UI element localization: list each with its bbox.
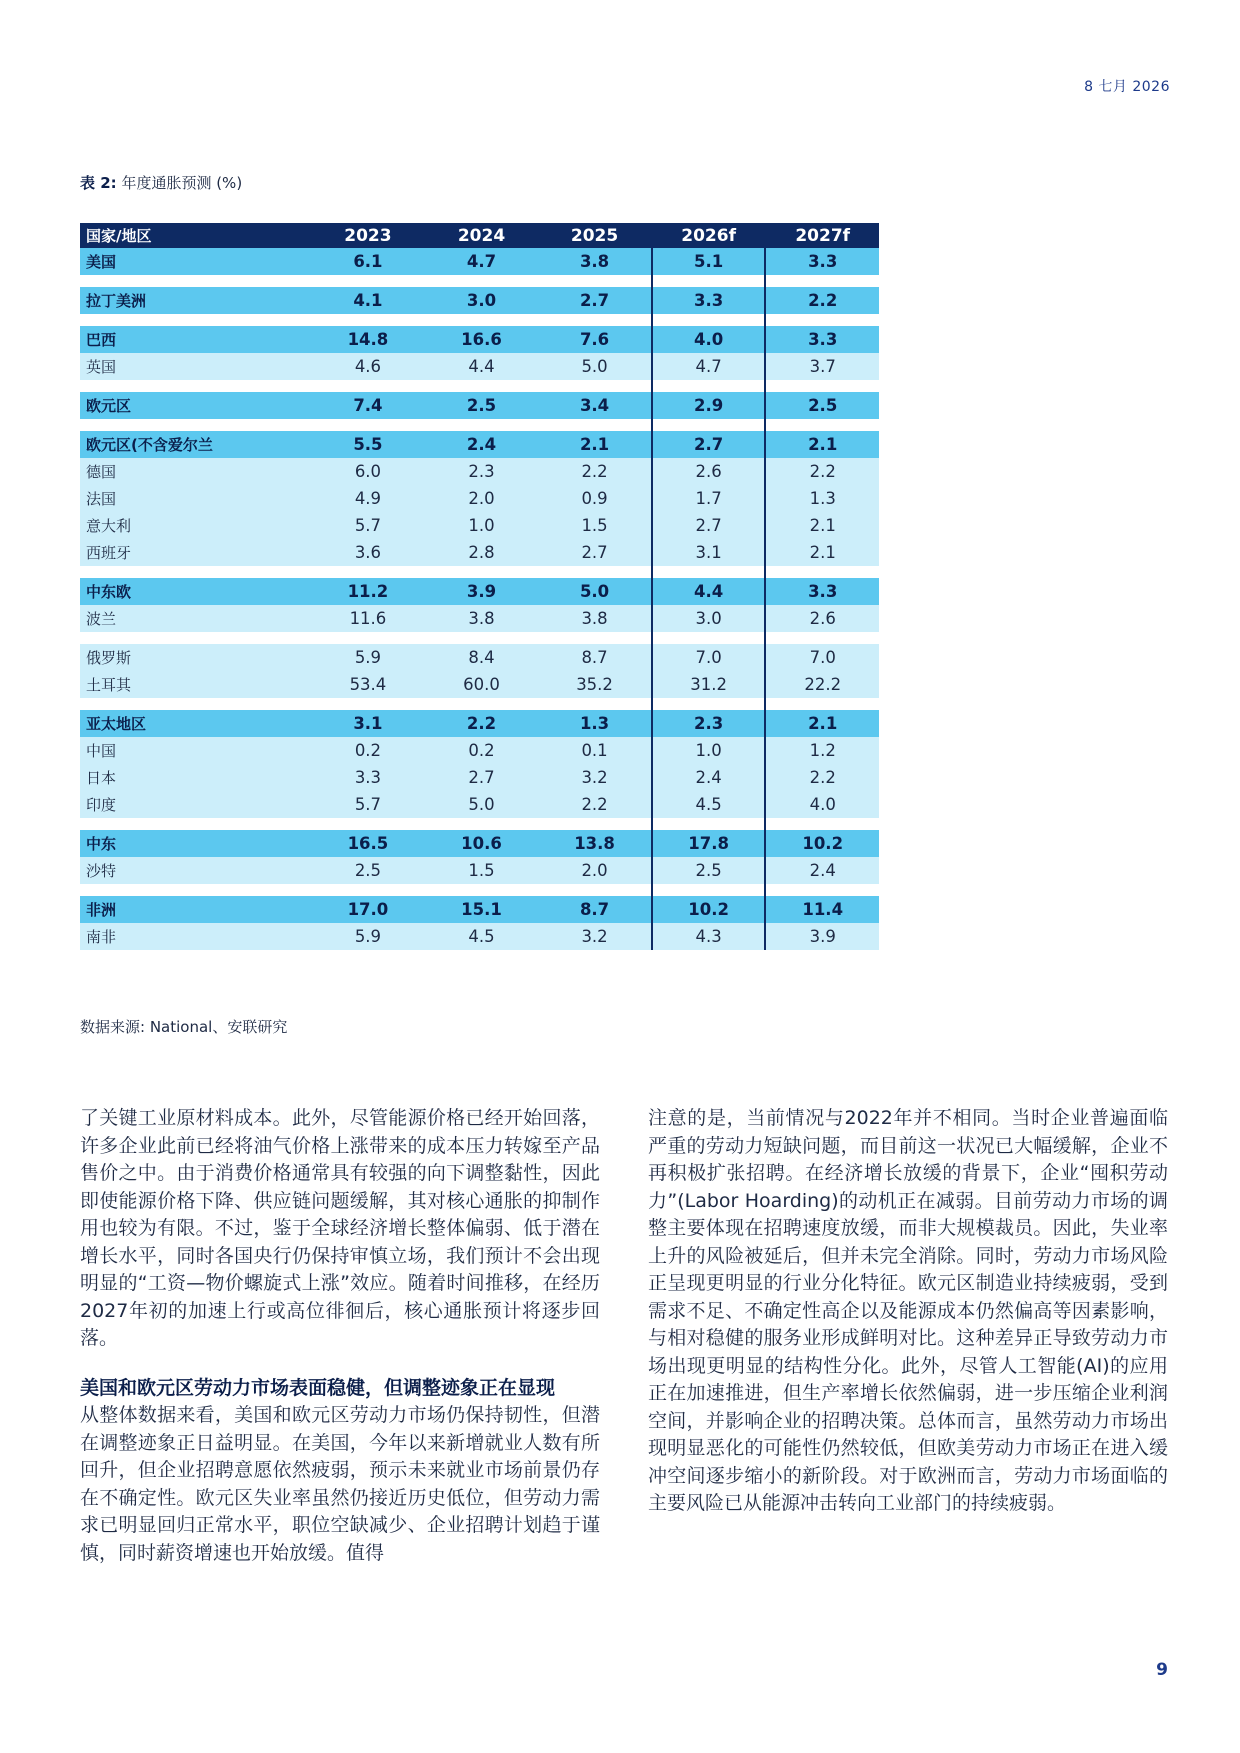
spacer-cell bbox=[425, 419, 539, 431]
value-cell: 2.5 bbox=[652, 857, 766, 884]
value-cell: 4.7 bbox=[425, 248, 539, 275]
region-name-cell: 意大利 bbox=[80, 512, 311, 539]
value-cell: 2.3 bbox=[425, 458, 539, 485]
region-name-cell: 日本 bbox=[80, 764, 311, 791]
value-cell: 2.5 bbox=[425, 392, 539, 419]
value-cell: 2.3 bbox=[652, 710, 766, 737]
spacer-cell bbox=[80, 632, 311, 644]
table-row bbox=[80, 353, 879, 380]
table-row bbox=[80, 392, 879, 419]
value-cell: 2.1 bbox=[765, 710, 879, 737]
value-cell: 5.0 bbox=[538, 578, 652, 605]
value-cell: 2.2 bbox=[765, 764, 879, 791]
spacer-cell bbox=[311, 884, 425, 896]
table-caption-text: 年度通胀预测 (%) bbox=[116, 174, 243, 192]
value-cell: 4.4 bbox=[652, 578, 766, 605]
spacer-cell bbox=[311, 698, 425, 710]
value-cell: 2.7 bbox=[652, 431, 766, 458]
value-cell: 31.2 bbox=[652, 671, 766, 698]
spacer-cell bbox=[80, 884, 311, 896]
value-cell: 6.0 bbox=[311, 458, 425, 485]
body-left-column bbox=[80, 1105, 600, 1567]
spacer-cell bbox=[538, 632, 652, 644]
spacer-cell bbox=[538, 698, 652, 710]
spacer-cell bbox=[311, 818, 425, 830]
spacer-cell bbox=[538, 566, 652, 578]
spacer-cell bbox=[80, 419, 311, 431]
table-spacer-row bbox=[80, 314, 879, 326]
region-name-cell: 美国 bbox=[80, 248, 311, 275]
spacer-cell bbox=[652, 566, 766, 578]
spacer-cell bbox=[80, 275, 311, 287]
region-name-cell: 欧元区(不含爱尔兰 bbox=[80, 431, 311, 458]
table-row bbox=[80, 737, 879, 764]
table-spacer-row bbox=[80, 380, 879, 392]
value-cell: 13.8 bbox=[538, 830, 652, 857]
table-spacer-row bbox=[80, 275, 879, 287]
value-cell: 14.8 bbox=[311, 326, 425, 353]
region-name-cell: 沙特 bbox=[80, 857, 311, 884]
table-row bbox=[80, 830, 879, 857]
value-cell: 3.2 bbox=[538, 923, 652, 950]
spacer-cell bbox=[80, 698, 311, 710]
table-row bbox=[80, 644, 879, 671]
region-name-cell: 德国 bbox=[80, 458, 311, 485]
spacer-cell bbox=[425, 275, 539, 287]
value-cell: 2.4 bbox=[652, 764, 766, 791]
value-cell: 2.7 bbox=[425, 764, 539, 791]
value-cell: 2.9 bbox=[652, 392, 766, 419]
value-cell: 3.1 bbox=[652, 539, 766, 566]
paragraph: 注意的是，当前情况与2022年并不相同。当时企业普遍面临严重的劳动力短缺问题，而目前这一状况已大幅缓解，企业不再积极扩张招聘。在经济增长放缓的背景下，企业“囤积劳动力”(Labor Hoarding)的动机正在减弱。目前劳动力市场的调整主要体现在招聘速度放缓，而非大规模裁员。因此，失业率上升的风险被延后，但并未完全消除。同时，劳动力市场风险正呈现更明显的行业分化特征。欧元区制造业持续疲弱，受到需求不足、不确定性高企以及能源成本仍然偏高等因素影响，与相对稳健的服务业形成鲜明对比。这种差异正导致劳动力市场出现更明显的结构性分化。此外，尽管人工智能(AI)的应用正在加速推进，但生产率增长依然偏弱，进一步压缩企业利润空间，并影响企业的招聘决策。总体而言，虽然劳动力市场出现明显恶化的可能性仍然较低，但欧美劳动力市场正在进入缓冲空间逐步缩小的新阶段。对于欧洲而言，劳动力市场面临的主要风险已从能源冲击转向工业部门的持续疲弱。 bbox=[648, 1107, 1168, 1514]
value-cell: 7.0 bbox=[652, 644, 766, 671]
value-cell: 3.3 bbox=[765, 578, 879, 605]
value-cell: 3.3 bbox=[765, 248, 879, 275]
spacer-cell bbox=[425, 566, 539, 578]
column-header: 2023 bbox=[311, 223, 425, 248]
value-cell: 22.2 bbox=[765, 671, 879, 698]
region-name-cell: 南非 bbox=[80, 923, 311, 950]
value-cell: 4.0 bbox=[765, 791, 879, 818]
value-cell: 4.1 bbox=[311, 287, 425, 314]
spacer-cell bbox=[425, 698, 539, 710]
value-cell: 3.0 bbox=[652, 605, 766, 632]
value-cell: 3.6 bbox=[311, 539, 425, 566]
column-header: 2025 bbox=[538, 223, 652, 248]
table-row bbox=[80, 248, 879, 275]
body-right-column bbox=[648, 1105, 1168, 1518]
region-name-cell: 英国 bbox=[80, 353, 311, 380]
value-cell: 4.5 bbox=[425, 923, 539, 950]
value-cell: 7.0 bbox=[765, 644, 879, 671]
value-cell: 5.0 bbox=[538, 353, 652, 380]
region-name-cell: 拉丁美洲 bbox=[80, 287, 311, 314]
value-cell: 3.3 bbox=[652, 287, 766, 314]
table-caption-prefix: 表 2: bbox=[80, 174, 117, 192]
paragraph: 从整体数据来看，美国和欧元区劳动力市场仍保持韧性，但潜在调整迹象正日益明显。在美国，今年以来新增就业人数有所回升，但企业招聘意愿依然疲弱，预示未来就业市场前景仍存在不确定性。欧元区失业率虽然仍接近历史低位，但劳动力需求已明显回归正常水平，职位空缺减少、企业招聘计划趋于谨慎，同时薪资增速也开始放缓。值得 bbox=[80, 1404, 600, 1564]
value-cell: 3.7 bbox=[765, 353, 879, 380]
paragraph: 了关键工业原材料成本。此外，尽管能源价格已经开始回落，许多企业此前已经将油气价格上涨带来的成本压力转嫁至产品售价之中。由于消费价格通常具有较强的向下调整黏性，因此即使能源价格下降、供应链问题缓解，其对核心通胀的抑制作用也较为有限。不过，鉴于全球经济增长整体偏弱、低于潜在增长水平，同时各国央行仍保持审慎立场，我们预计不会出现明显的“工资—物价螺旋式上涨”效应。随着时间推移，在经历2027年初的加速上行或高位徘徊后，核心通胀预计将逐步回落。 bbox=[80, 1107, 600, 1349]
value-cell: 5.1 bbox=[652, 248, 766, 275]
spacer-cell bbox=[538, 884, 652, 896]
value-cell: 1.5 bbox=[425, 857, 539, 884]
region-name-cell: 波兰 bbox=[80, 605, 311, 632]
table-spacer-row bbox=[80, 698, 879, 710]
table-row bbox=[80, 857, 879, 884]
table-row bbox=[80, 764, 879, 791]
value-cell: 3.1 bbox=[311, 710, 425, 737]
value-cell: 2.7 bbox=[538, 287, 652, 314]
section-heading: 美国和欧元区劳动力市场表面稳健，但调整迹象正在显现 bbox=[80, 1376, 556, 1399]
spacer-cell bbox=[765, 566, 879, 578]
value-cell: 4.9 bbox=[311, 485, 425, 512]
table-row bbox=[80, 671, 879, 698]
spacer-cell bbox=[765, 698, 879, 710]
spacer-cell bbox=[311, 632, 425, 644]
value-cell: 11.4 bbox=[765, 896, 879, 923]
spacer-cell bbox=[425, 632, 539, 644]
inflation-table-container bbox=[80, 223, 879, 950]
value-cell: 3.8 bbox=[538, 605, 652, 632]
spacer-cell bbox=[765, 380, 879, 392]
value-cell: 8.7 bbox=[538, 896, 652, 923]
value-cell: 8.7 bbox=[538, 644, 652, 671]
value-cell: 2.5 bbox=[311, 857, 425, 884]
value-cell: 11.2 bbox=[311, 578, 425, 605]
table-spacer-row bbox=[80, 419, 879, 431]
table-row bbox=[80, 287, 879, 314]
value-cell: 7.6 bbox=[538, 326, 652, 353]
spacer-cell bbox=[652, 275, 766, 287]
spacer-cell bbox=[425, 380, 539, 392]
spacer-cell bbox=[652, 380, 766, 392]
spacer-cell bbox=[425, 884, 539, 896]
value-cell: 5.0 bbox=[425, 791, 539, 818]
table-row bbox=[80, 791, 879, 818]
table-row bbox=[80, 326, 879, 353]
value-cell: 10.2 bbox=[765, 830, 879, 857]
value-cell: 1.3 bbox=[538, 710, 652, 737]
region-name-cell: 俄罗斯 bbox=[80, 644, 311, 671]
value-cell: 4.3 bbox=[652, 923, 766, 950]
value-cell: 4.6 bbox=[311, 353, 425, 380]
value-cell: 35.2 bbox=[538, 671, 652, 698]
spacer-cell bbox=[311, 275, 425, 287]
value-cell: 3.0 bbox=[425, 287, 539, 314]
spacer-cell bbox=[765, 884, 879, 896]
value-cell: 3.8 bbox=[538, 248, 652, 275]
value-cell: 2.6 bbox=[652, 458, 766, 485]
table-row bbox=[80, 710, 879, 737]
value-cell: 5.7 bbox=[311, 512, 425, 539]
spacer-cell bbox=[765, 419, 879, 431]
value-cell: 2.7 bbox=[652, 512, 766, 539]
value-cell: 2.5 bbox=[765, 392, 879, 419]
value-cell: 0.2 bbox=[425, 737, 539, 764]
value-cell: 3.8 bbox=[425, 605, 539, 632]
table-row bbox=[80, 605, 879, 632]
value-cell: 2.2 bbox=[765, 287, 879, 314]
spacer-cell bbox=[652, 314, 766, 326]
value-cell: 1.5 bbox=[538, 512, 652, 539]
value-cell: 2.2 bbox=[425, 710, 539, 737]
table-spacer-row bbox=[80, 818, 879, 830]
value-cell: 8.4 bbox=[425, 644, 539, 671]
value-cell: 10.6 bbox=[425, 830, 539, 857]
table-row bbox=[80, 896, 879, 923]
spacer-cell bbox=[652, 698, 766, 710]
value-cell: 0.1 bbox=[538, 737, 652, 764]
value-cell: 5.9 bbox=[311, 923, 425, 950]
region-name-cell: 巴西 bbox=[80, 326, 311, 353]
value-cell: 60.0 bbox=[425, 671, 539, 698]
page-number: 9 bbox=[1156, 1660, 1168, 1680]
value-cell: 6.1 bbox=[311, 248, 425, 275]
region-name-cell: 中东 bbox=[80, 830, 311, 857]
spacer-cell bbox=[538, 380, 652, 392]
spacer-cell bbox=[425, 818, 539, 830]
value-cell: 2.8 bbox=[425, 539, 539, 566]
region-name-cell: 中东欧 bbox=[80, 578, 311, 605]
spacer-cell bbox=[311, 314, 425, 326]
value-cell: 2.2 bbox=[538, 791, 652, 818]
column-header: 国家/地区 bbox=[80, 223, 311, 248]
column-header: 2027f bbox=[765, 223, 879, 248]
spacer-cell bbox=[652, 632, 766, 644]
table-header-row bbox=[80, 223, 879, 248]
value-cell: 17.8 bbox=[652, 830, 766, 857]
table-caption bbox=[80, 172, 242, 193]
spacer-cell bbox=[425, 314, 539, 326]
spacer-cell bbox=[80, 566, 311, 578]
table-row bbox=[80, 485, 879, 512]
table-spacer-row bbox=[80, 884, 879, 896]
table-body bbox=[80, 248, 879, 950]
table-row bbox=[80, 458, 879, 485]
spacer-cell bbox=[538, 818, 652, 830]
table-spacer-row bbox=[80, 566, 879, 578]
value-cell: 2.0 bbox=[538, 857, 652, 884]
value-cell: 1.0 bbox=[425, 512, 539, 539]
table-row bbox=[80, 923, 879, 950]
report-date: 8 七月 2026 bbox=[1084, 79, 1170, 95]
value-cell: 4.5 bbox=[652, 791, 766, 818]
value-cell: 2.7 bbox=[538, 539, 652, 566]
spacer-cell bbox=[538, 419, 652, 431]
value-cell: 4.0 bbox=[652, 326, 766, 353]
region-name-cell: 欧元区 bbox=[80, 392, 311, 419]
value-cell: 11.6 bbox=[311, 605, 425, 632]
value-cell: 16.6 bbox=[425, 326, 539, 353]
table-row bbox=[80, 512, 879, 539]
value-cell: 5.9 bbox=[311, 644, 425, 671]
spacer-cell bbox=[80, 818, 311, 830]
region-name-cell: 亚太地区 bbox=[80, 710, 311, 737]
region-name-cell: 非洲 bbox=[80, 896, 311, 923]
value-cell: 2.0 bbox=[425, 485, 539, 512]
column-header: 2024 bbox=[425, 223, 539, 248]
region-name-cell: 土耳其 bbox=[80, 671, 311, 698]
value-cell: 2.1 bbox=[538, 431, 652, 458]
spacer-cell bbox=[765, 632, 879, 644]
value-cell: 2.1 bbox=[765, 539, 879, 566]
value-cell: 3.2 bbox=[538, 764, 652, 791]
value-cell: 2.1 bbox=[765, 431, 879, 458]
spacer-cell bbox=[652, 419, 766, 431]
value-cell: 3.9 bbox=[425, 578, 539, 605]
value-cell: 16.5 bbox=[311, 830, 425, 857]
value-cell: 2.4 bbox=[765, 857, 879, 884]
value-cell: 3.4 bbox=[538, 392, 652, 419]
inflation-forecast-table bbox=[80, 223, 879, 950]
value-cell: 1.0 bbox=[652, 737, 766, 764]
value-cell: 0.9 bbox=[538, 485, 652, 512]
value-cell: 1.7 bbox=[652, 485, 766, 512]
spacer-cell bbox=[652, 818, 766, 830]
spacer-cell bbox=[652, 884, 766, 896]
value-cell: 2.4 bbox=[425, 431, 539, 458]
value-cell: 2.2 bbox=[765, 458, 879, 485]
value-cell: 3.9 bbox=[765, 923, 879, 950]
value-cell: 53.4 bbox=[311, 671, 425, 698]
value-cell: 2.6 bbox=[765, 605, 879, 632]
region-name-cell: 印度 bbox=[80, 791, 311, 818]
spacer-cell bbox=[538, 314, 652, 326]
region-name-cell: 中国 bbox=[80, 737, 311, 764]
table-source: 数据来源: National、安联研究 bbox=[80, 1018, 288, 1036]
value-cell: 3.3 bbox=[765, 326, 879, 353]
value-cell: 7.4 bbox=[311, 392, 425, 419]
table-spacer-row bbox=[80, 632, 879, 644]
value-cell: 1.3 bbox=[765, 485, 879, 512]
region-name-cell: 法国 bbox=[80, 485, 311, 512]
value-cell: 5.7 bbox=[311, 791, 425, 818]
value-cell: 10.2 bbox=[652, 896, 766, 923]
spacer-cell bbox=[538, 275, 652, 287]
spacer-cell bbox=[765, 314, 879, 326]
value-cell: 2.2 bbox=[538, 458, 652, 485]
spacer-cell bbox=[765, 818, 879, 830]
table-row bbox=[80, 431, 879, 458]
value-cell: 3.3 bbox=[311, 764, 425, 791]
value-cell: 5.5 bbox=[311, 431, 425, 458]
spacer-cell bbox=[80, 380, 311, 392]
spacer-cell bbox=[311, 566, 425, 578]
column-header: 2026f bbox=[652, 223, 766, 248]
spacer-cell bbox=[311, 380, 425, 392]
value-cell: 2.1 bbox=[765, 512, 879, 539]
value-cell: 17.0 bbox=[311, 896, 425, 923]
value-cell: 15.1 bbox=[425, 896, 539, 923]
table-row bbox=[80, 578, 879, 605]
spacer-cell bbox=[765, 275, 879, 287]
value-cell: 1.2 bbox=[765, 737, 879, 764]
value-cell: 4.7 bbox=[652, 353, 766, 380]
table-row bbox=[80, 539, 879, 566]
value-cell: 0.2 bbox=[311, 737, 425, 764]
value-cell: 4.4 bbox=[425, 353, 539, 380]
region-name-cell: 西班牙 bbox=[80, 539, 311, 566]
spacer-cell bbox=[80, 314, 311, 326]
spacer-cell bbox=[311, 419, 425, 431]
